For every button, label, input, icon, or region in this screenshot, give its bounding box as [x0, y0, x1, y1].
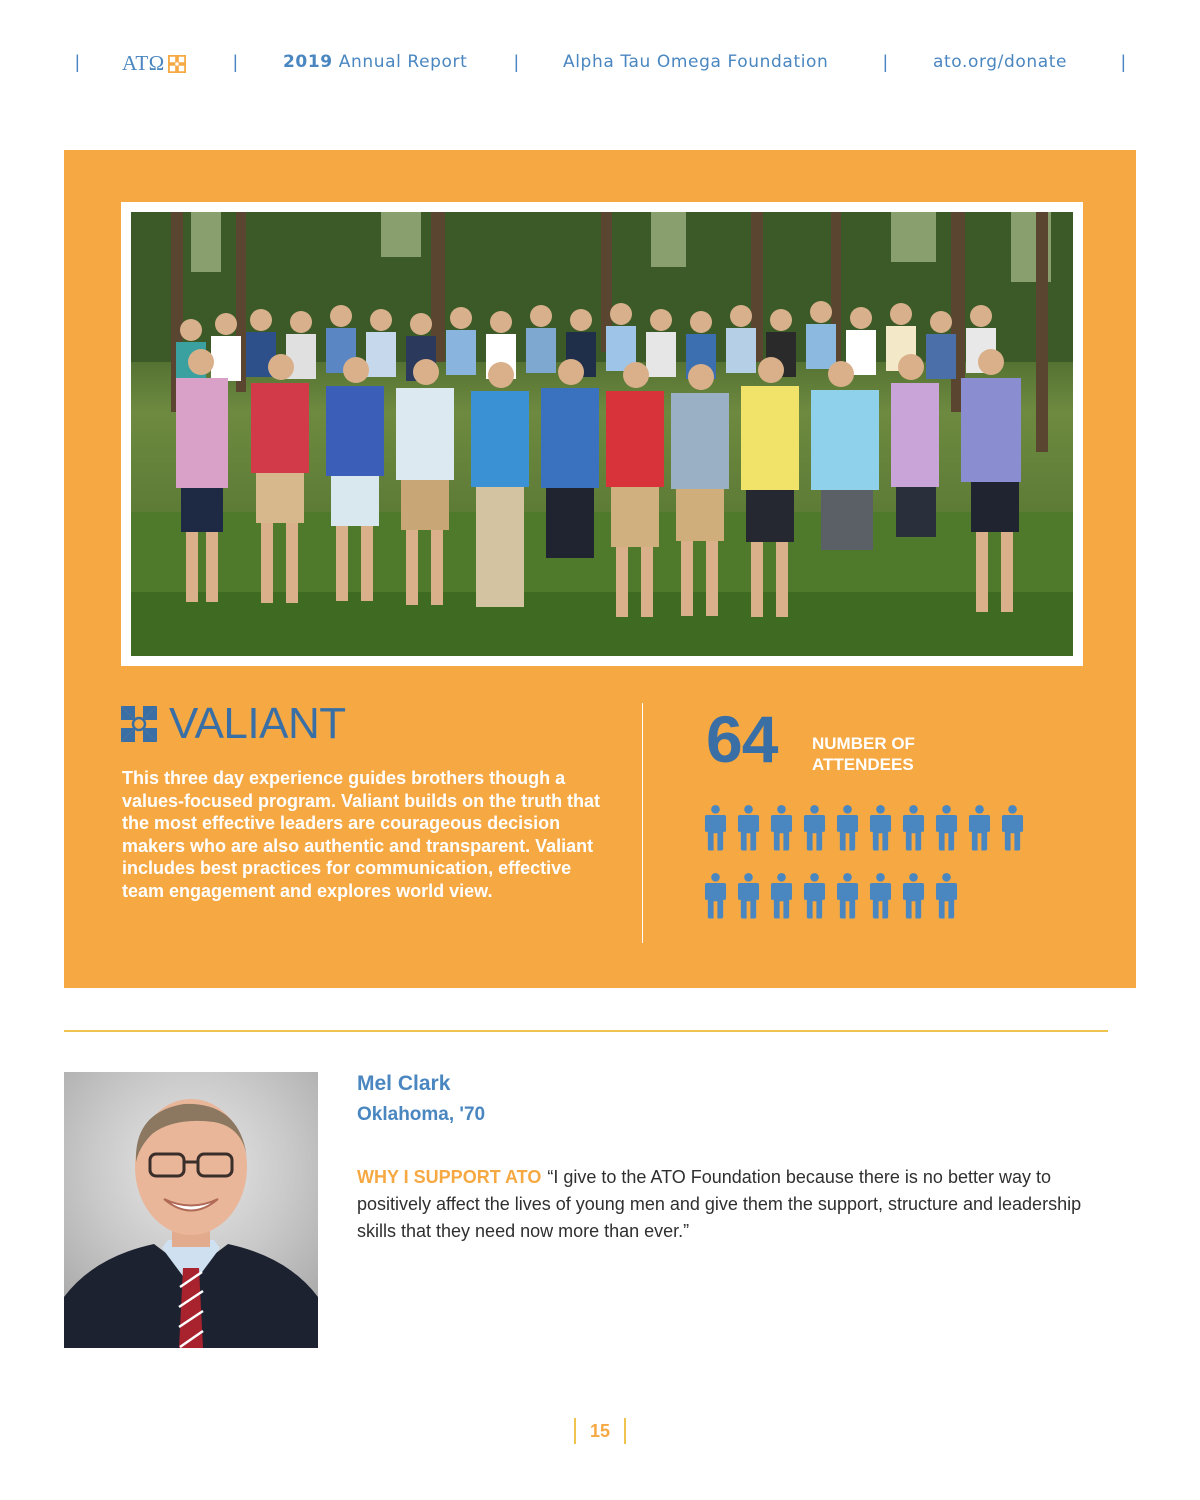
header-divider: | [883, 52, 888, 72]
person-icon [770, 872, 793, 919]
program-title: VALIANT [169, 699, 346, 748]
person-icon [803, 872, 826, 919]
page-number-text: 15 [589, 1420, 611, 1441]
valiant-logo [121, 699, 346, 748]
donor-quote [357, 1164, 1117, 1245]
person-icon [803, 804, 826, 851]
header-divider: | [75, 52, 80, 72]
person-icon [869, 872, 892, 919]
valiant-cross-icon [121, 706, 157, 742]
page-number-bar [574, 1418, 576, 1444]
person-icon [836, 804, 859, 851]
person-icon [836, 872, 859, 919]
ato-cross-icon [168, 55, 186, 73]
page-number [0, 1418, 1200, 1444]
person-icon [1001, 804, 1024, 851]
attendee-count: 64 [706, 702, 778, 776]
logo-text: ATΩ [122, 51, 165, 75]
header-divider: | [1121, 52, 1126, 72]
person-icon [902, 872, 925, 919]
header-divider: | [233, 52, 238, 72]
group-photo [131, 212, 1073, 656]
person-icon [935, 804, 958, 851]
person-icon [737, 872, 760, 919]
portrait-illustration [64, 1072, 318, 1348]
header-divider: | [514, 52, 519, 72]
person-icon [704, 872, 727, 919]
group-photo-illustration [131, 212, 1073, 656]
person-icon [902, 804, 925, 851]
person-icon [704, 804, 727, 851]
quote-text: “I give to the ATO Foundation because there is no better way to positively affect the lives of young men and give them the support, structure and leadership skills that they need now more than ever.” [357, 1167, 1082, 1241]
attendee-icons-row [704, 804, 1024, 851]
attendee-label: NUMBER OF ATTENDEES [812, 734, 915, 774]
program-description: This three day experience guides brothers though a values-focused program. Valiant builds on the truth that the most effective leaders are courageous decision makers who are also authentic and transparent. Valiant includes best practices for communication, effective team engagement and explores world view. [122, 768, 601, 901]
person-icon [968, 804, 991, 851]
why-support-label: WHY I SUPPORT ATO [357, 1167, 542, 1187]
attendee-icons-row [704, 872, 958, 919]
ato-logo [122, 51, 186, 76]
donor-portrait [64, 1072, 318, 1348]
donor-name: Mel Clark [357, 1072, 451, 1095]
foundation-name: Alpha Tau Omega Foundation [563, 52, 829, 72]
report-title: 2019 Annual Report [283, 52, 468, 72]
group-photo-frame [121, 202, 1083, 666]
section-divider [64, 1030, 1108, 1032]
valiant-panel [64, 150, 1136, 988]
donate-link[interactable]: ato.org/donate [933, 52, 1068, 72]
page-number-bar [624, 1418, 626, 1444]
panel-divider [642, 703, 643, 943]
donor-chapter: Oklahoma, '70 [357, 1104, 486, 1125]
person-icon [737, 804, 760, 851]
page-header [0, 50, 1200, 76]
person-icon [935, 872, 958, 919]
person-icon [770, 804, 793, 851]
person-icon [869, 804, 892, 851]
